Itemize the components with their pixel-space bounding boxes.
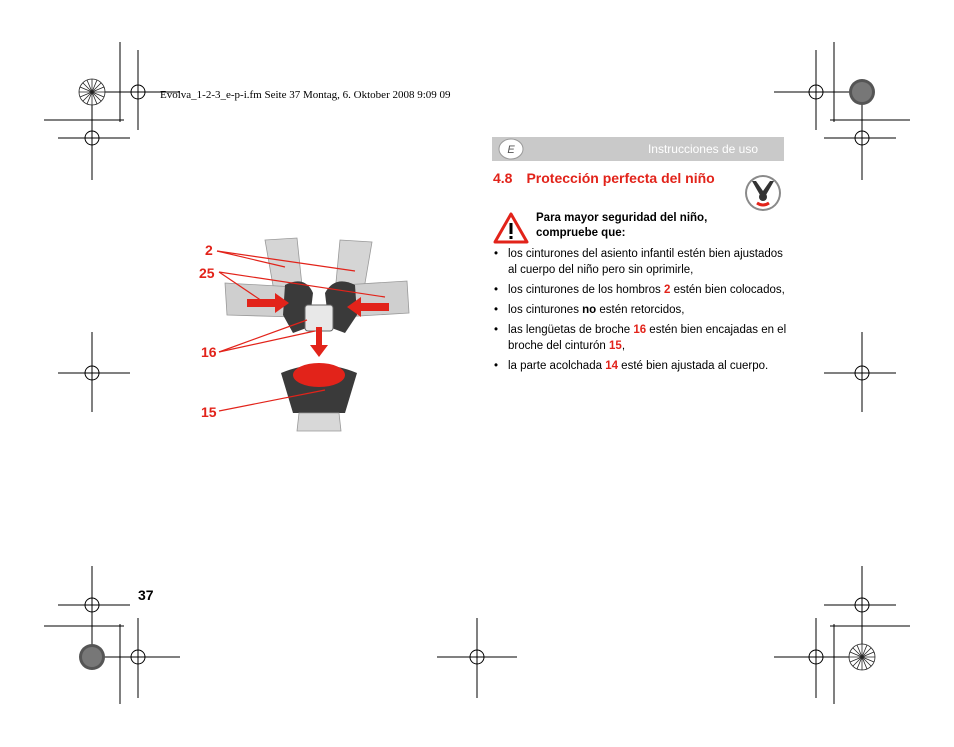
reference-number: 2: [663, 284, 671, 296]
header-title: Instrucciones de uso: [647, 142, 758, 156]
label-2: 2: [205, 242, 213, 258]
list-item: [493, 302, 793, 318]
language-badge-icon: [497, 137, 525, 161]
reference-number: 15: [609, 340, 622, 352]
emphasis-text: no: [582, 304, 597, 316]
list-item-text: los cinturones: [508, 304, 583, 316]
list-item-text: las lengüetas de broche: [508, 324, 634, 336]
bullet-dot: •: [494, 324, 499, 336]
section-number: 4.8: [493, 170, 513, 186]
list-item-text: la parte acolchada: [508, 360, 606, 372]
print-info: Evolva_1-2-3_e-p-i.fm Seite 37 Montag, 6. Oktober 2008 9:09 09: [160, 89, 451, 101]
child-safety-icon: [744, 173, 782, 213]
reference-number: 14: [605, 360, 618, 372]
reference-number: 16: [633, 324, 647, 336]
list-item: [493, 358, 793, 374]
list-item-text: estén bien colocados,: [670, 284, 785, 296]
bullet-dot: •: [494, 304, 499, 316]
list-item-text: los cinturones de los hombros: [508, 284, 664, 296]
check-list: [493, 246, 793, 378]
list-item: [493, 322, 793, 354]
warning-line-1: Para mayor seguridad del niño,: [536, 212, 708, 224]
label-15: 15: [201, 404, 217, 420]
warning-triangle-icon: [493, 212, 529, 244]
list-item-text: los cinturones del asiento infantil estén bien ajustados al cuerpo del niño pero sin oprimirle,: [508, 248, 783, 276]
section-heading: [493, 170, 715, 186]
language-badge-letter: E: [507, 144, 515, 156]
section-title: Protección perfecta del niño: [526, 170, 715, 186]
bullet-dot: •: [494, 284, 499, 296]
bullet-dot: •: [494, 248, 499, 260]
label-25: 25: [199, 265, 215, 281]
warning-text: [536, 211, 776, 241]
page-number: 37: [138, 587, 154, 603]
warning-line-2: compruebe que:: [536, 227, 626, 239]
buckle-illustration: [195, 235, 420, 435]
list-item-text: ,: [621, 340, 626, 352]
bullet-dot: •: [494, 360, 499, 372]
label-16: 16: [201, 344, 217, 360]
list-item: [493, 246, 793, 278]
list-item-text: estén bien encajadas en el broche del cinturón: [508, 324, 787, 352]
list-item-text: esté bien ajustada al cuerpo.: [617, 360, 769, 372]
header-bar: [492, 137, 784, 161]
list-item: [493, 282, 793, 298]
list-item-text: estén retorcidos,: [596, 304, 685, 316]
